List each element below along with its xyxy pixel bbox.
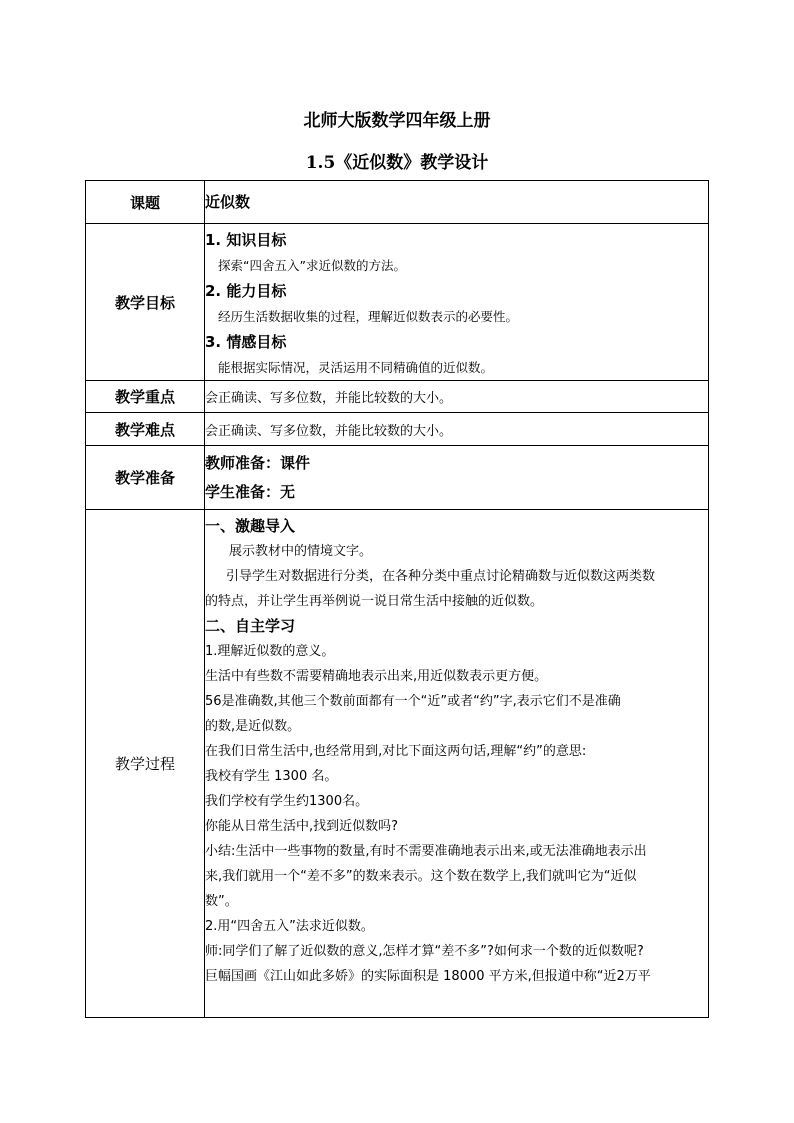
student-preparation: 学生准备：无 xyxy=(205,482,296,501)
process-line: 在我们日常生活中,也经常用到,对比下面这两句话,理解“约”的意思: xyxy=(205,744,587,759)
process-line: 56是准确数,其他三个数前面都有一个“近”或者“约”字,表示它们不是准确 xyxy=(205,694,621,709)
process-line: 1.理解近似数的意义。 xyxy=(205,644,335,659)
process-line: 来,我们就用一个“差不多”的数来表示。这个数在数学上,我们就叫它为“近似 xyxy=(205,869,637,884)
section-heading: 一、激趣导入 xyxy=(205,517,296,535)
emotion-objective-text: 能根据实际情况，灵活运用不同精确值的近似数。 xyxy=(218,359,494,375)
topic-row xyxy=(86,181,709,224)
process-cell xyxy=(205,510,709,1018)
knowledge-objective-text: 探索“四舍五入”求近似数的方法。 xyxy=(218,257,406,273)
process-line: 我校有学生 1300 名。 xyxy=(205,769,338,784)
process-line: 我们学校有学生约1300名。 xyxy=(205,794,369,809)
preparation-label: 教学准备 xyxy=(86,446,205,510)
knowledge-objective-title: 1. 知识目标 xyxy=(205,230,287,249)
process-line: 2.用“四舍五入”法求近似数。 xyxy=(205,919,374,934)
process-line: 数”。 xyxy=(205,894,238,909)
lesson-plan-table xyxy=(85,180,709,1018)
objectives-row xyxy=(86,224,709,381)
process-label: 教学过程 xyxy=(86,510,205,1018)
ability-objective-title: 2. 能力目标 xyxy=(205,281,287,300)
process-row xyxy=(86,510,709,1018)
process-line: 你能从日常生活中,找到近似数吗? xyxy=(205,819,399,834)
preparation-row xyxy=(86,446,709,510)
difficulty-label: 教学难点 xyxy=(86,413,205,446)
teacher-preparation: 教师准备：课件 xyxy=(205,453,311,472)
process-line: 的特点，并让学生再举例说一说日常生活中接触的近似数。 xyxy=(205,594,544,609)
topic-text: 近似数 xyxy=(205,192,251,211)
process-line: 小结:生活中一些事物的数量,有时不需要准确地表示出来,或无法准确地表示出 xyxy=(205,844,647,859)
process-line: 巨幅国画《江山如此多娇》的实际面积是 18000 平方米,但报道中称“近2万平 xyxy=(205,969,651,984)
process-line: 展示教材中的情境文字。 xyxy=(229,544,373,559)
process-line: 的数,是近似数。 xyxy=(205,719,301,734)
process-line: 师:同学们了解了近似数的意义,怎样才算“差不多”?如何求一个数的近似数呢? xyxy=(205,944,644,959)
objectives-label: 教学目标 xyxy=(86,224,205,381)
objectives-cell xyxy=(205,224,709,381)
key-point-value: 会正确读、写多位数，并能比较数的大小。 xyxy=(205,381,709,413)
section-heading: 二、自主学习 xyxy=(205,617,296,635)
lesson-title: 1.5《近似数》教学设计 xyxy=(305,153,489,173)
key-point-row xyxy=(86,381,709,413)
emotion-objective-title: 3. 情感目标 xyxy=(205,332,287,351)
topic-value xyxy=(205,181,709,224)
document-title: 北师大版数学四年级上册 xyxy=(303,111,491,131)
topic-label: 课题 xyxy=(86,181,205,224)
preparation-cell xyxy=(205,446,709,510)
process-line: 生活中有些数不需要精确地表示出来,用近似数表示更方便。 xyxy=(205,669,548,684)
ability-objective-text: 经历生活数据收集的过程，理解近似数表示的必要性。 xyxy=(218,308,519,324)
process-line: 引导学生对数据进行分类，在各种分类中重点讨论精确数与近似数这两类数 xyxy=(226,569,656,584)
difficulty-row xyxy=(86,413,709,446)
difficulty-value: 会正确读、写多位数，并能比较数的大小。 xyxy=(205,413,709,446)
key-point-label: 教学重点 xyxy=(86,381,205,413)
